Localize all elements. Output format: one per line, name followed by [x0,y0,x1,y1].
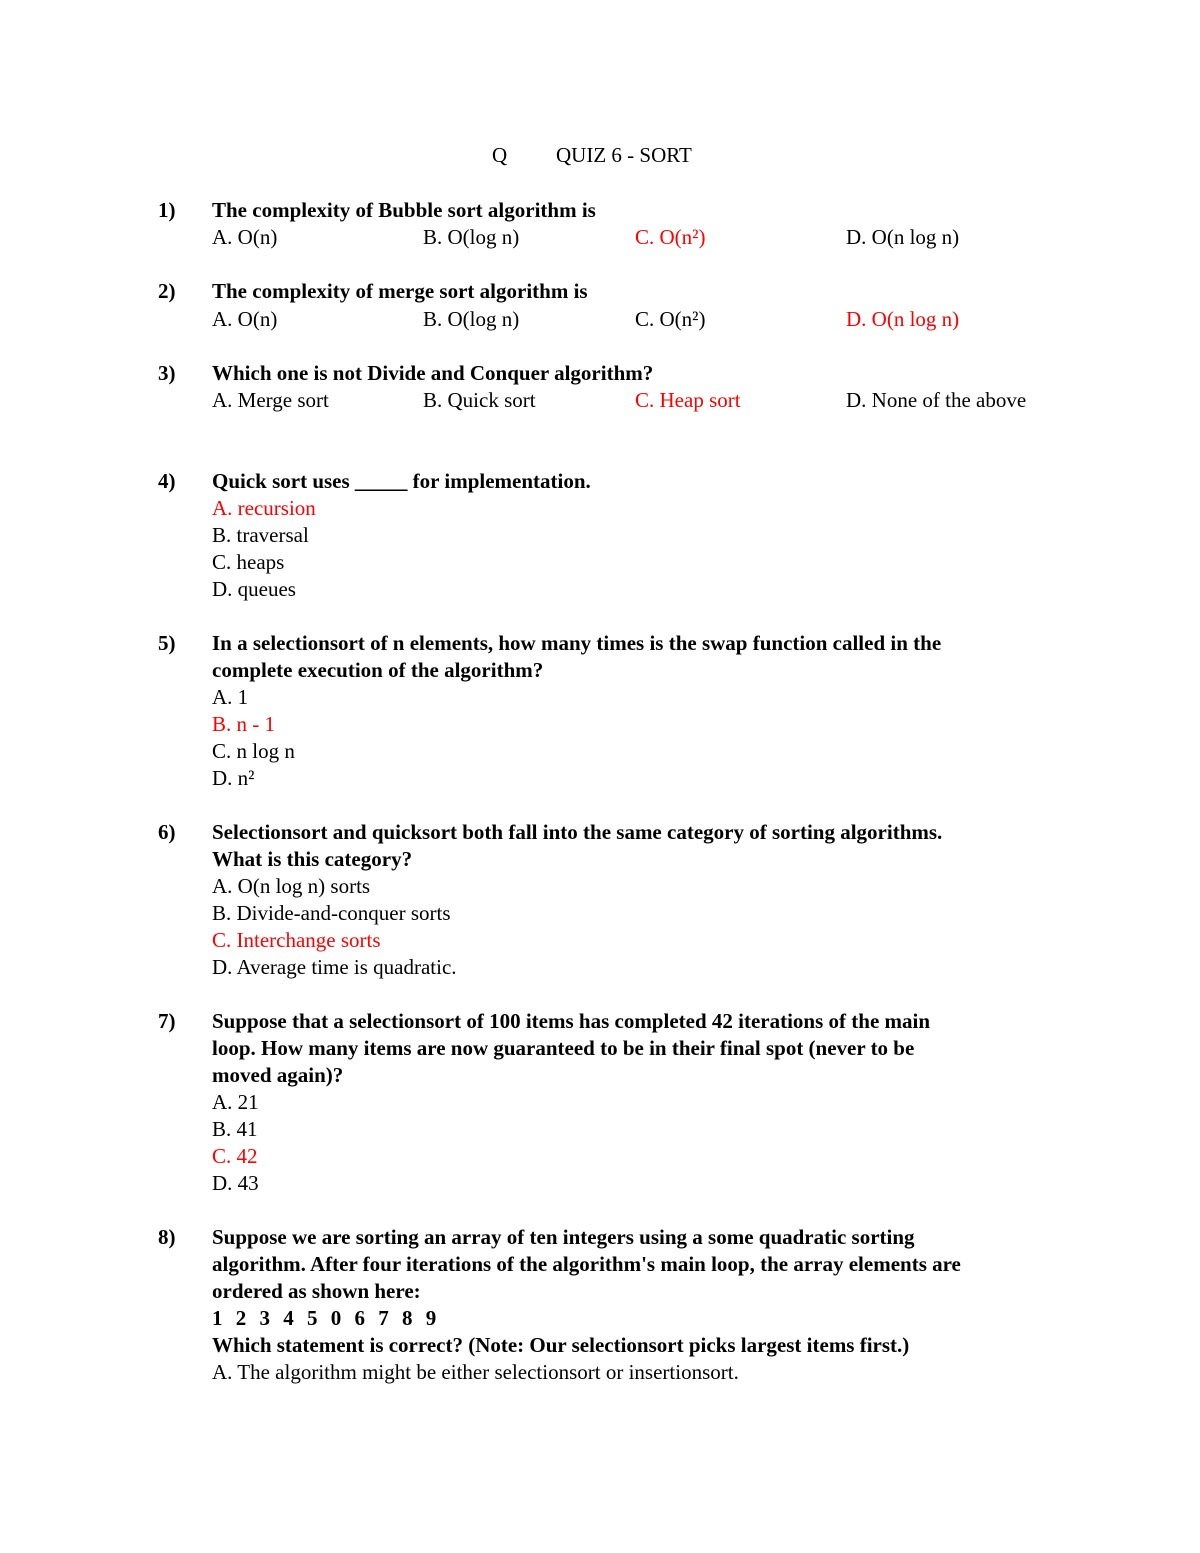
answer-options [0,306,1200,333]
option-c-correct: C. O(n²) [635,225,706,249]
answer-options [212,1359,739,1386]
question-text-line: Suppose that a selectionsort of 100 items has completed 42 iterations of the main [212,1009,931,1033]
option-b: B. 41 [212,1117,258,1141]
question-text: The complexity of Bubble sort algorithm is [212,198,596,222]
question-text-line: algorithm. After four iterations of the algorithm's main loop, the array elements are [212,1252,961,1276]
option-a: A. 21 [212,1090,259,1114]
option-d: D. Average time is quadratic. [212,955,457,979]
option-b-correct: B. n - 1 [212,712,275,736]
option-a-correct: A. recursion [212,496,316,520]
option-d: D. O(n log n) [846,225,960,249]
question-text-line: What is this category? [212,847,413,871]
question-text-line: complete execution of the algorithm? [212,658,544,682]
question-text-line: In a selectionsort of n elements, how many times is the swap function called in the [212,631,942,655]
option-d: D. n² [212,766,255,790]
option-c-correct: C. Interchange sorts [212,928,381,952]
question-number: 7) [158,1009,176,1033]
array-sequence: 1 2 3 4 5 0 6 7 8 9 [212,1306,439,1330]
title-main: QUIZ 6 - SORT [556,143,692,167]
option-b: B. O(log n) [423,307,520,331]
option-c: C. O(n²) [635,307,706,331]
option-a: A. O(n log n) sorts [212,874,371,898]
answer-options [212,495,316,603]
option-d: D. queues [212,577,296,601]
question-text [212,1224,1072,1359]
question-text: Which one is not Divide and Conquer algorithm? [212,361,654,385]
question-text-line: ordered as shown here: [212,1279,421,1303]
option-d: D. 43 [212,1171,259,1195]
question-text-line: loop. How many items are now guaranteed to be in their final spot (never to be [212,1036,915,1060]
question-number: 3) [158,361,176,385]
answer-options [0,224,1200,251]
option-d-correct: D. O(n log n) [846,307,960,331]
question-text: The complexity of merge sort algorithm is [212,279,588,303]
option-b: B. O(log n) [423,225,520,249]
option-c: C. heaps [212,550,285,574]
question-number: 4) [158,469,176,493]
question-number: 5) [158,631,176,655]
option-b: B. Divide-and-conquer sorts [212,901,451,925]
option-b: B. traversal [212,523,309,547]
question-text-line: Which statement is correct? (Note: Our selectionsort picks largest items first.) [212,1333,910,1357]
question-text [212,1008,1072,1089]
option-a: A. O(n) [212,225,278,249]
question-number: 8) [158,1225,176,1249]
question-text-line: Selectionsort and quicksort both fall into the same category of sorting algorithms. [212,820,943,844]
option-a: A. The algorithm might be either selectionsort or insertionsort. [212,1360,739,1384]
question-text [212,630,1072,684]
question-number: 1) [158,198,176,222]
option-a: A. Merge sort [212,388,329,412]
question-number: 6) [158,820,176,844]
answer-options [0,387,1200,414]
option-c-correct: C. Heap sort [635,388,741,412]
option-b: B. Quick sort [423,388,536,412]
option-c: C. n log n [212,739,295,763]
title-prefix: Q [492,143,508,167]
option-a: A. 1 [212,685,249,709]
option-a: A. O(n) [212,307,278,331]
question-text-line: Suppose we are sorting an array of ten integers using a some quadratic sorting [212,1225,915,1249]
option-c-correct: C. 42 [212,1144,258,1168]
option-d: D. None of the above [846,388,1027,412]
answer-options [212,873,457,981]
answer-options [212,684,295,792]
question-text-line: moved again)? [212,1063,344,1087]
question-text: Quick sort uses _____ for implementation. [212,469,591,493]
question-text [212,819,1072,873]
answer-options [212,1089,259,1197]
question-number: 2) [158,279,176,303]
